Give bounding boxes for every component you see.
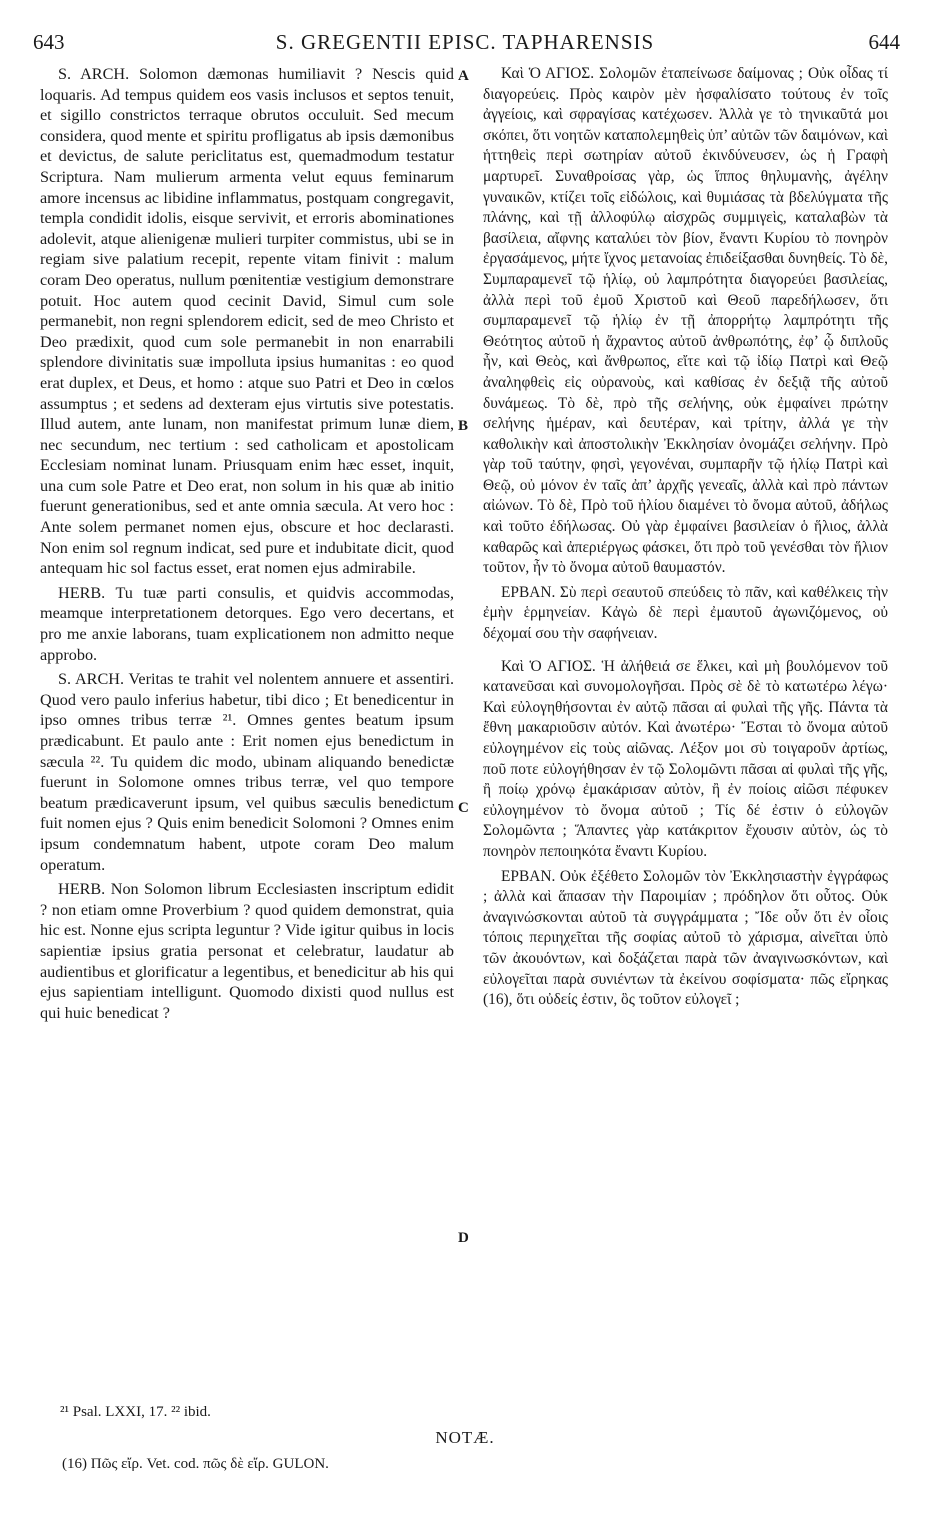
running-title: S. GREGENTII EPISC. TAPHARENSIS — [275, 30, 655, 54]
page-number-right: 644 — [868, 30, 900, 54]
latin-column — [40, 64, 454, 1023]
greek-column — [483, 64, 888, 1011]
margin-marker-c: C — [458, 800, 469, 816]
latin-footnotes: ²¹ Psal. LXXI, 17. ²² ibid. — [60, 1404, 211, 1420]
greek-paragraph: Καὶ Ὁ ΑΓΙΟΣ. Σολομῶν ἐταπείνωσε δαίμονας ; Οὐκ οἶδας τί διαγορεύεις. Πρὸς καιρὸν μὲν ἠσφαλίσατο τούτους ἐν τοῖς ἀγγείοις, καὶ σφραγίσας κατέχωσεν. Ἀλλὰ γε τὸ τηνικαῦτά μοι σκόπει, ὅτι νοητῶν καταπολεμηθεὶς ὑπ’ αὐτῶν τῶν δαιμόνων, καὶ ἡττηθεὶς περὶ σωτηρίαν αὐτοῦ ἐκινδύνευσεν, ὡς ἡ Γραφὴ μαρτυρεῖ. Συναθροίσας γὰρ, ὡς ἵππος θηλυμανὴς, ἀγέλην γυναικῶν, κτίζει τοῖς εἰδώλοις, καὶ θυμιάσας τὰ βδελύγματα τῆς πλάνης, καὶ τῇ ἀλλοφύλῳ αἰσχρῶς συμμιγεὶς, καταλαβὼν τὰ βασίλεια, αἴφνης καταλύει τὸν βίον, ἔναντι Κυρίου τὸ πονηρὸν ἐργασάμενος, μήτε ἴχνος μετανοίας ἐπιδείξασθαι δυνηθείς. Τὸ δὲ, Συμπαραμενεῖ τῷ ἡλίῳ, οὐ λαμπρότητα διαγορεύει βασιλείας, ἀλλὰ περὶ τοῦ ἐμοῦ Χριστοῦ καὶ Θεοῦ παρεδήλωσεν, ὅτι συμπαραμενεῖ τῷ ἡλίῳ ἐν τῇ ἀπορρήτῳ λαμπρότητι τῆς Θεότητος αὐτοῦ ἡ ἄχραντος αὐτοῦ ἀνθρωπότης, ἐφ’ ᾧ διπλοῦς ἦν, καὶ Θεὸς, καὶ ἄνθρωπος, εἴτε καὶ τῷ ἰδίῳ Πατρὶ καὶ Θεῷ ἀναληφθεὶς εἰς οὐρανοὺς, καὶ καθίσας ἐν δεξιᾷ τῆς αὐτοῦ δυνάμεως. Τὸ δὲ, πρὸ τῆς σελήνης, οὐκ ἐμφαίνει πρώτην σελήνης ἡμέραν, καὶ δευτέραν, καὶ τρίτην, ἀλλά γε τὴν καθολικὴν καὶ ἀποστολικὴν Ἐκκλησίαν ὀνομάζει σελήνην. Πρὸ γὰρ τοῦ ταύτην, φησὶ, γεγονέναι, συμπαρῆν τῷ ἡλίῳ Πατρὶ καὶ Θεῷ, οὐ μόνον ἐν ταῖς ἀπ’ ἀρχῆς γενεαῖς, ἀλλὰ καὶ πρὸ πάντων αἰώνων. Τὸ δὲ, Πρὸ τοῦ ἡλίου διαμένει τὸ ὄνομα αὐτοῦ, ἀδήλως καὶ τοῦτο ἐδήλωσας. Οὐ γὰρ ἐμφαίνει βασιλείαν ὁ ἥλιος, ἀλλὰ καθαρῶς καὶ ἀπεριέργως φάσκει, ὅτι πρὸ τοῦ γενέσθαι τὸν ἥλιον τοῦτον, ἦν τὸ ὄνομα αὐτοῦ θαυμαστόν. — [483, 65, 888, 577]
greek-paragraph: ΕΡΒΑΝ. Οὐκ ἐξέθετο Σολομῶν τὸν Ἐκκλησιαστὴν ἐγγράφως ; ἀλλὰ καὶ ἅπασαν τὴν Παροιμίαν ; πρόδηλον ὅτι οὗτος. Οὐκ ἀναγινώσκονται αὐτοῦ τὰ συγγράμματα ; Ἴδε οὖν ὅτι ἐν οἷοις τόποις περιηχεῖται τῆς σοφίας αὐτοῦ τὸ χάρισμα, αἰνεῖται ὑπὸ τῶν ἀκουόντων, καὶ δοξάζεται παρὰ τῶν ἀναγινωσκόντων, καὶ εὐλογεῖται παρὰ συνιέντων τὰ ἐκείνου σοφίσματα· πῶς εἴρηκας (16), ὅτι οὐδείς ἐστιν, ὃς τοῦτον εὐλογεῖ ; — [483, 867, 888, 1009]
notae-text: (16) Πῶς εἴρ. Vet. cod. πῶς δὲ εἴρ. GULON. — [62, 1456, 329, 1472]
margin-marker-d: D — [458, 1230, 469, 1246]
margin-marker-a: A — [458, 68, 469, 84]
greek-paragraph: Καὶ Ὁ ΑΓΙΟΣ. Ἡ ἀλήθειά σε ἕλκει, καὶ μὴ βουλόμενον τοῦ κατανεῦσαι καὶ συνομολογῆσαι. Πρὸς σὲ δὲ τὸ κατωτέρω λέγω· Καὶ εὐλογηθήσονται ἐν αὐτῷ πᾶσαι αἱ φυλαὶ τῆς γῆς. Πάντα τὰ ἔθνη μακαριοῦσιν αὐτόν. Καὶ ἀνωτέρω· Ἔσται τὸ ὄνομα αὐτοῦ εὐλογημένον εἰς τοὺς αἰῶνας. Λέξον μοι σὺ τοιγαροῦν ἀρτίως, ποῦ ποτε εὐλογήθησαν ἐν τῷ Σολομῶντι πᾶσαι αἱ φυλαὶ τῆς γῆς, ἢ ποίῳ χρόνῳ ἐμακάρισαν αὐτὸν, ἢ ἐν ποίοις αἰῶσι πέφυκεν εὐλογημένον τὸ ὄνομα αὐτοῦ ; Τίς δέ ἐστιν ὁ εὐλογῶν Σολομῶντα ; Ἅπαντες γὰρ κατάκριτον ἔχουσιν αὐτὸν, ὡς τὸ πονηρὸν πεποιηκότα ἔναντι Κυρίου. — [483, 657, 888, 860]
page-number-left: 643 — [33, 30, 65, 54]
notae-heading: NOTÆ. — [435, 1428, 495, 1447]
latin-paragraph: HERB. Tu tuæ parti consulis, et quidvis accommodas, meamque interpretationem detorques. Ego vero decertans, et pro me anxie laborans, tuam explicationem non admitto neque approbo. — [40, 583, 454, 664]
running-header — [0, 30, 930, 58]
latin-paragraph: HERB. Non Solomon librum Ecclesiasten inscriptum edidit ? non etiam omne Proverbium ? quod quidem demonstrat, quia hic est. Nonne ejus scripta leguntur ? Vide igitur quibus in locis sapientiæ ipsius gratia personat et celebratur, laudatur ab audientibus et glorificatur a legentibus, et benedicitur ab his qui ejus sapientiam intelligunt. Quomodo dixisti quod nullus est qui huic benedicat ? — [40, 880, 454, 1022]
latin-paragraph: S. ARCH. Solomon dæmonas humiliavit ? Nescis quid loquaris. Ad tempus quidem eos vasis inclusos et septos tenuit, et sigillo constrictos terraque obrutos occuluit. Sed mecum considera, quod mente et spiritu profligatus ab ipsis dæmonibus et devictus, de salute periclitatus est, quemadmodum testatur Scriptura. Nam mulierum armenta velut equus feminarum amore incensus ac libidine inflammatus, postquam congregavit, templa condidit idolis, eisque servivit, et erroris abominationes adolevit, atque alienigenæ mulieri turpiter commistus, ubi se in regiam sive palatium recepit, repente vitam finivit : malum coram Deo operatus, nullum pœnitentiæ vestigium demonstrare potuit. Hoc autem quod cecinit David, Simul cum sole permanebit, non regni splendorem edicit, sed de meo Christo et Deo prædixit, quod cum sole permanebit in non enarrabili splendore divinitatis suæ impolluta ipsius humanitas : eo quod erat duplex, et Deus, et homo : atque suo Patri et Deo in cœlos assumptus ; et sedens ad dexteram ejus virtutis sive potestatis. Illud autem, ante lunam, non manifestat primum lunæ diem, nec secundum, nec tertium : sed catholicam et apostolicam Ecclesiam nominat lunam. Priusquam enim hæc esset, inquit, una cum sole Patre et Deo erat, non solum in his quæ ab initio fuerunt generationibus, sed et ante omnia sæcula. At vero hoc : Ante solem permanet nomen ejus, obscure et hoc declarasti. Non enim sol regnum indicat, sed pure et indubitate dicit, quod antequam hic sol factus esset, erat nomen ejus admirabile. — [40, 65, 454, 578]
greek-paragraph: ΕΡΒΑΝ. Σὺ περὶ σεαυτοῦ σπεύδεις τὸ πᾶν, καὶ καθέλκεις τὴν ἐμὴν ἑρμηνείαν. Κἀγὼ δὲ περὶ ἐμαυτοῦ ἀγωνιζόμενος, οὐ δέχομαί σου τὴν σαφήνειαν. — [483, 583, 888, 643]
margin-marker-b: B — [458, 418, 469, 434]
latin-paragraph: S. ARCH. Veritas te trahit vel nolentem annuere et assentiri. Quod vero paulo inferius habetur, tibi dico ; Et benedicentur in ipso omnes tribus terræ ²¹. Omnes gentes beatum ipsum prædicabunt. Et paulo ante : Erit nomen ejus benedictum in sæcula ²². Tu quidem dic modo, ubinam aliquando benedictæ fuerunt in Solomone omnes tribus terræ, vel quo tempore beatum prædicaverunt ipsum, vel quibus sæculis benedictum fuit nomen ejus ? Quis enim benedicit Solomoni ? Omnes enim ipsum condemnatum habent, utpote coram Deo malum operatum. — [40, 670, 454, 874]
